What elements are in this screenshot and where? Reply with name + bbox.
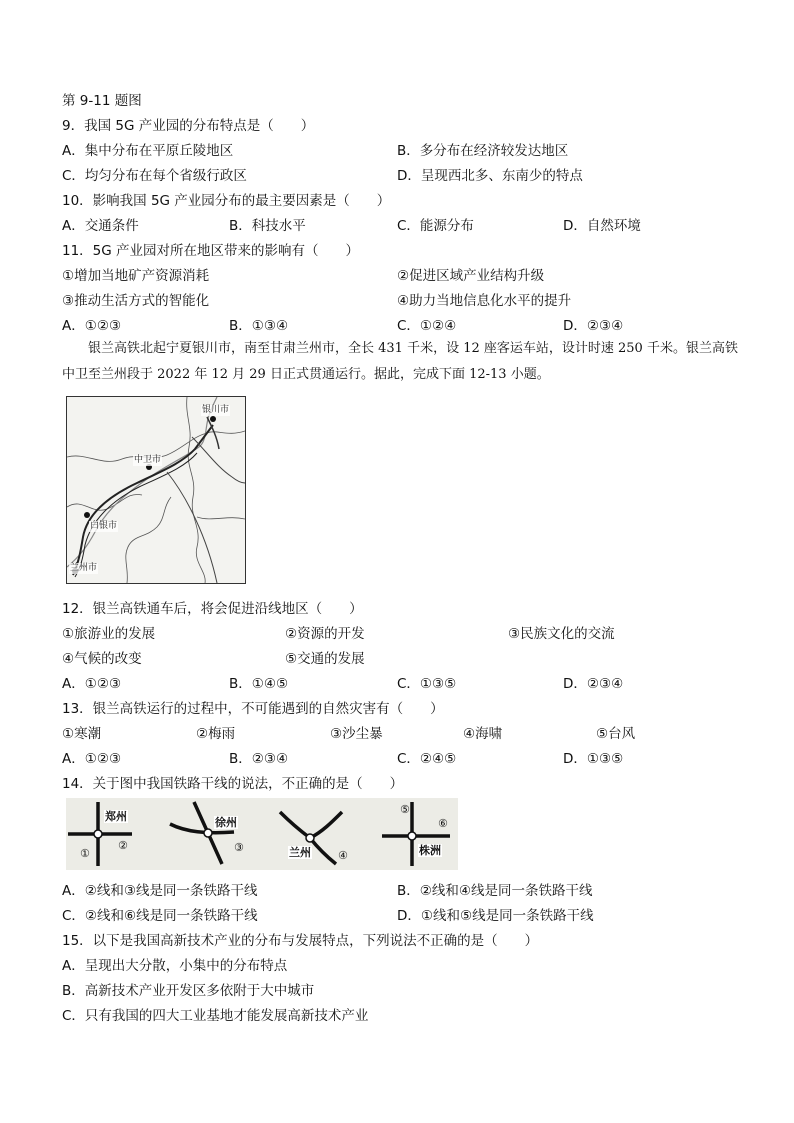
rail-label-zhuzhou: 株洲 — [419, 844, 441, 857]
question-11-statement-1: ①增加当地矿产资源消耗 — [62, 268, 210, 284]
question-13-statement-1: ①寒潮 — [62, 726, 102, 742]
question-15-option-b: B．高新技术产业开发区多依附于大中城市 — [62, 983, 315, 999]
question-14-option-a: A．②线和③线是同一条铁路干线 — [62, 883, 258, 899]
question-13-statement-3: ③沙尘暴 — [330, 726, 383, 742]
question-13-statement-4: ④海啸 — [463, 726, 503, 742]
figure-caption: 第 9-11 题图 — [62, 93, 142, 109]
question-12-option-d: D．②③④ — [563, 676, 624, 692]
question-10-option-d: D．自然环境 — [563, 218, 641, 234]
question-9-option-d: D．呈现西北多、东南少的特点 — [397, 168, 583, 184]
yinlan-railway-map — [66, 396, 246, 584]
question-13-stem: 13．银兰高铁运行的过程中，不可能遇到的自然灾害有（ ） — [62, 701, 444, 717]
question-13-option-c: C．②④⑤ — [397, 751, 457, 767]
question-10-stem: 10．影响我国 5G 产业园分布的最主要因素是（ ） — [62, 193, 391, 209]
question-14-option-b: B．②线和④线是同一条铁路干线 — [397, 883, 593, 899]
question-15-stem: 15．以下是我国高新技术产业的分布与发展特点，下列说法不正确的是（ ） — [62, 933, 539, 949]
question-12-option-c: C．①③⑤ — [397, 676, 457, 692]
question-9-stem: 9．我国 5G 产业园的分布特点是（ ） — [62, 118, 315, 134]
question-10-option-a: A．交通条件 — [62, 218, 139, 234]
question-11-option-c: C．①②④ — [397, 318, 457, 334]
question-13-statement-2: ②梅雨 — [196, 726, 236, 742]
question-10-option-b: B．科技水平 — [229, 218, 306, 234]
rail-label-lanzhou: 兰州 — [289, 846, 311, 859]
question-9-option-a: A．集中分布在平原丘陵地区 — [62, 143, 234, 159]
question-11-stem: 11．5G 产业园对所在地区带来的影响有（ ） — [62, 243, 360, 259]
rail-number-4: ④ — [338, 849, 348, 862]
question-11-statement-4: ④助力当地信息化水平的提升 — [397, 293, 572, 309]
question-11-option-a: A．①②③ — [62, 318, 122, 334]
question-12-stem: 12．银兰高铁通车后，将会促进沿线地区（ ） — [62, 601, 363, 617]
rail-label-xuzhou: 徐州 — [215, 816, 237, 829]
question-13-option-a: A．①②③ — [62, 751, 122, 767]
question-12-statement-2: ②资源的开发 — [285, 626, 365, 642]
question-11-statement-2: ②促进区域产业结构升级 — [397, 268, 545, 284]
question-12-statement-4: ④气候的改变 — [62, 651, 142, 667]
question-14-option-d: D．①线和⑤线是同一条铁路干线 — [397, 908, 594, 924]
question-12-option-a: A．①②③ — [62, 676, 122, 692]
map-label-yinchuan: 银川市 — [202, 405, 230, 415]
rail-number-3: ③ — [234, 841, 244, 854]
question-14-stem: 14．关于图中我国铁路干线的说法，不正确的是（ ） — [62, 776, 404, 792]
rail-number-6: ⑥ — [438, 817, 448, 830]
question-13-statement-5: ⑤台风 — [596, 726, 636, 742]
rail-number-5: ⑤ — [400, 803, 410, 816]
question-12-statement-1: ①旅游业的发展 — [62, 626, 156, 642]
rail-number-1: ① — [80, 847, 90, 860]
question-9-option-c: C．均匀分布在每个省级行政区 — [62, 168, 247, 184]
question-13-option-b: B．②③④ — [229, 751, 289, 767]
question-12-option-b: B．①④⑤ — [229, 676, 289, 692]
question-10-option-c: C．能源分布 — [397, 218, 474, 234]
map-label-lanzhou: 兰州市 — [70, 563, 98, 573]
question-12-statement-5: ⑤交通的发展 — [285, 651, 365, 667]
question-15-option-a: A．呈现出大分散，小集中的分布特点 — [62, 958, 288, 974]
question-11-option-d: D．②③④ — [563, 318, 624, 334]
question-15-option-c: C．只有我国的四大工业基地才能发展高新技术产业 — [62, 1008, 369, 1024]
map-label-zhongwei: 中卫市 — [134, 455, 162, 465]
map-label-baiyin: 白银市 — [90, 521, 118, 531]
question-11-option-b: B．①③④ — [229, 318, 289, 334]
question-13-option-d: D．①③⑤ — [563, 751, 624, 767]
question-14-option-c: C．②线和⑥线是同一条铁路干线 — [62, 908, 258, 924]
question-11-statement-3: ③推动生活方式的智能化 — [62, 293, 210, 309]
rail-label-zhengzhou: 郑州 — [105, 810, 127, 823]
map-graphic — [67, 397, 245, 583]
question-9-option-b: B．多分布在经济较发达地区 — [397, 143, 569, 159]
question-12-statement-3: ③民族文化的交流 — [508, 626, 615, 642]
railway-junction-figure — [66, 798, 458, 870]
rail-number-2: ② — [118, 839, 128, 852]
reading-passage: 银兰高铁北起宁夏银川市，南至甘肃兰州市，全长 431 千米，设 12 座客运车站，设计时速 250 千米。银兰高铁中卫至兰州段于 2022 年 12 月 29 日正式贯通运行。据此，完成下面 12-13 小题。 — [62, 341, 738, 382]
